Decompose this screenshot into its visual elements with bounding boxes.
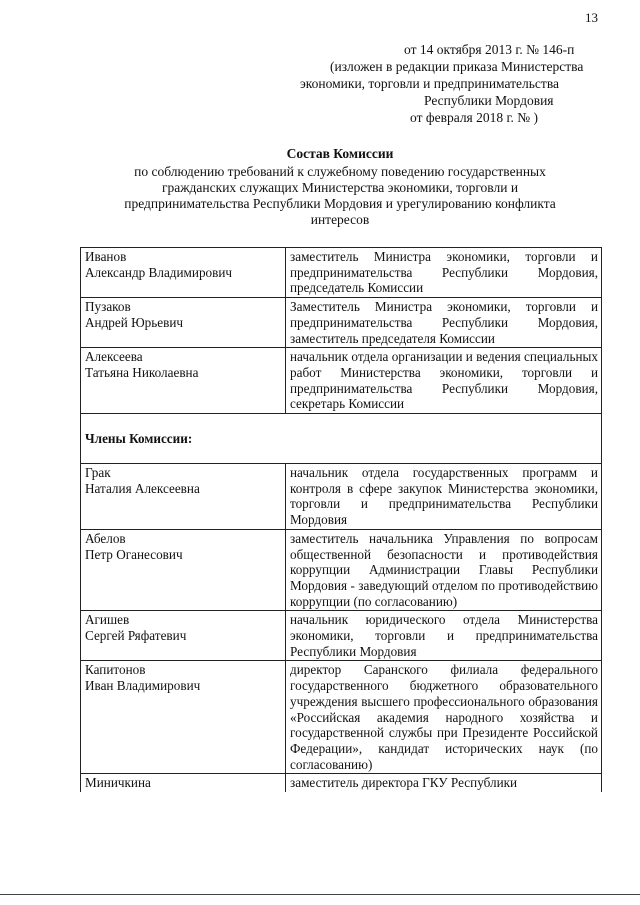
member-role: Заместитель Министра экономики, торговли и предпринимательства Республики Мордовия, заместитель председателя Комиссии (286, 298, 602, 348)
page-number: 13 (585, 10, 598, 25)
subtitle-line: интересов (310, 212, 370, 227)
member-name-cell (81, 464, 286, 530)
member-surname: Грак (85, 465, 111, 481)
member-name-cell (81, 248, 286, 298)
table-row (81, 529, 602, 611)
commission-table (80, 247, 602, 792)
member-surname: Иванов (85, 249, 127, 264)
member-surname: Агишев (85, 612, 130, 628)
member-given-names: Татьяна Николаевна (85, 364, 199, 380)
subtitle-line: гражданских служащих Министерства экономики, торговли и (161, 180, 519, 195)
members-heading: Члены Комиссии: (81, 414, 602, 464)
member-given-names: Иван Владимирович (85, 678, 201, 694)
member-surname: Абелов (85, 530, 126, 546)
member-role: начальник юридического отдела Министерства экономики, торговли и предпринимательства Республики Мордовия (286, 611, 602, 661)
member-role: директор Саранского филиала федерального государственного бюджетного образовательного учреждения высшего профессионального образования «Российская академия народного хозяйства и государственной службы при Президенте Российской Федерации», кандидат исторических наук (по согласованию) (286, 661, 602, 774)
table-row (81, 774, 602, 792)
member-surname: Алексеева (85, 349, 143, 365)
table-row (81, 661, 602, 774)
member-surname: Миничкина (85, 775, 151, 791)
subtitle-line: по соблюдению требований к служебному поведению государственных (134, 164, 546, 179)
member-role: заместитель Министра экономики, торговли и предпринимательства Республики Мордовия, председатель Комиссии (286, 248, 602, 298)
table-row (81, 248, 602, 298)
edition-note-line-3: Республики Мордовия (424, 93, 554, 108)
edition-date-line: от февраля 2018 г. № ) (410, 110, 539, 125)
table-row (81, 611, 602, 661)
member-role: начальник отдела государственных программ и контроля в сфере закупок Министерства экономики, торговли и предпринимательства Республики Мордовия (286, 464, 602, 530)
member-name-cell (81, 661, 286, 774)
edition-note-line-1: (изложен в редакции приказа Министерства (330, 59, 584, 74)
member-role: заместитель директора ГКУ Республики (286, 774, 602, 792)
member-name-cell (81, 298, 286, 348)
subtitle-line: предпринимательства Республики Мордовия и урегулированию конфликта (124, 196, 556, 211)
table-row (81, 464, 602, 530)
member-name-cell (81, 774, 286, 792)
order-date-line: от 14 октября 2013 г. № 146-п (404, 42, 575, 57)
member-given-names: Александр Владимирович (85, 264, 233, 280)
member-given-names: Наталия Алексеевна (85, 480, 200, 496)
member-name-cell (81, 348, 286, 414)
title-block (80, 146, 600, 228)
member-given-names: Петр Оганесович (85, 546, 183, 562)
members-section-row (81, 414, 602, 464)
member-given-names: Сергей Ряфатевич (85, 628, 187, 644)
member-surname: Капитонов (85, 662, 146, 678)
member-role: заместитель начальника Управления по вопросам общественной безопасности и противодействия коррупции Администрации Главы Республики Мордовия - заведующий отделом по противодействию коррупции (по согласованию) (286, 529, 602, 611)
table-row (81, 298, 602, 348)
page-bottom-edge (0, 894, 640, 905)
member-role: начальник отдела организации и ведения специальных работ Министерства экономики, торговли и предпринимательства Республики Мордовия, секретарь Комиссии (286, 348, 602, 414)
member-name-cell (81, 611, 286, 661)
member-given-names: Андрей Юрьевич (85, 314, 184, 330)
member-name-cell (81, 529, 286, 611)
member-surname: Пузаков (85, 299, 131, 315)
table-row (81, 348, 602, 414)
document-title: Состав Комиссии (286, 146, 394, 161)
edition-note-line-2: экономики, торговли и предпринимательства (300, 76, 560, 91)
